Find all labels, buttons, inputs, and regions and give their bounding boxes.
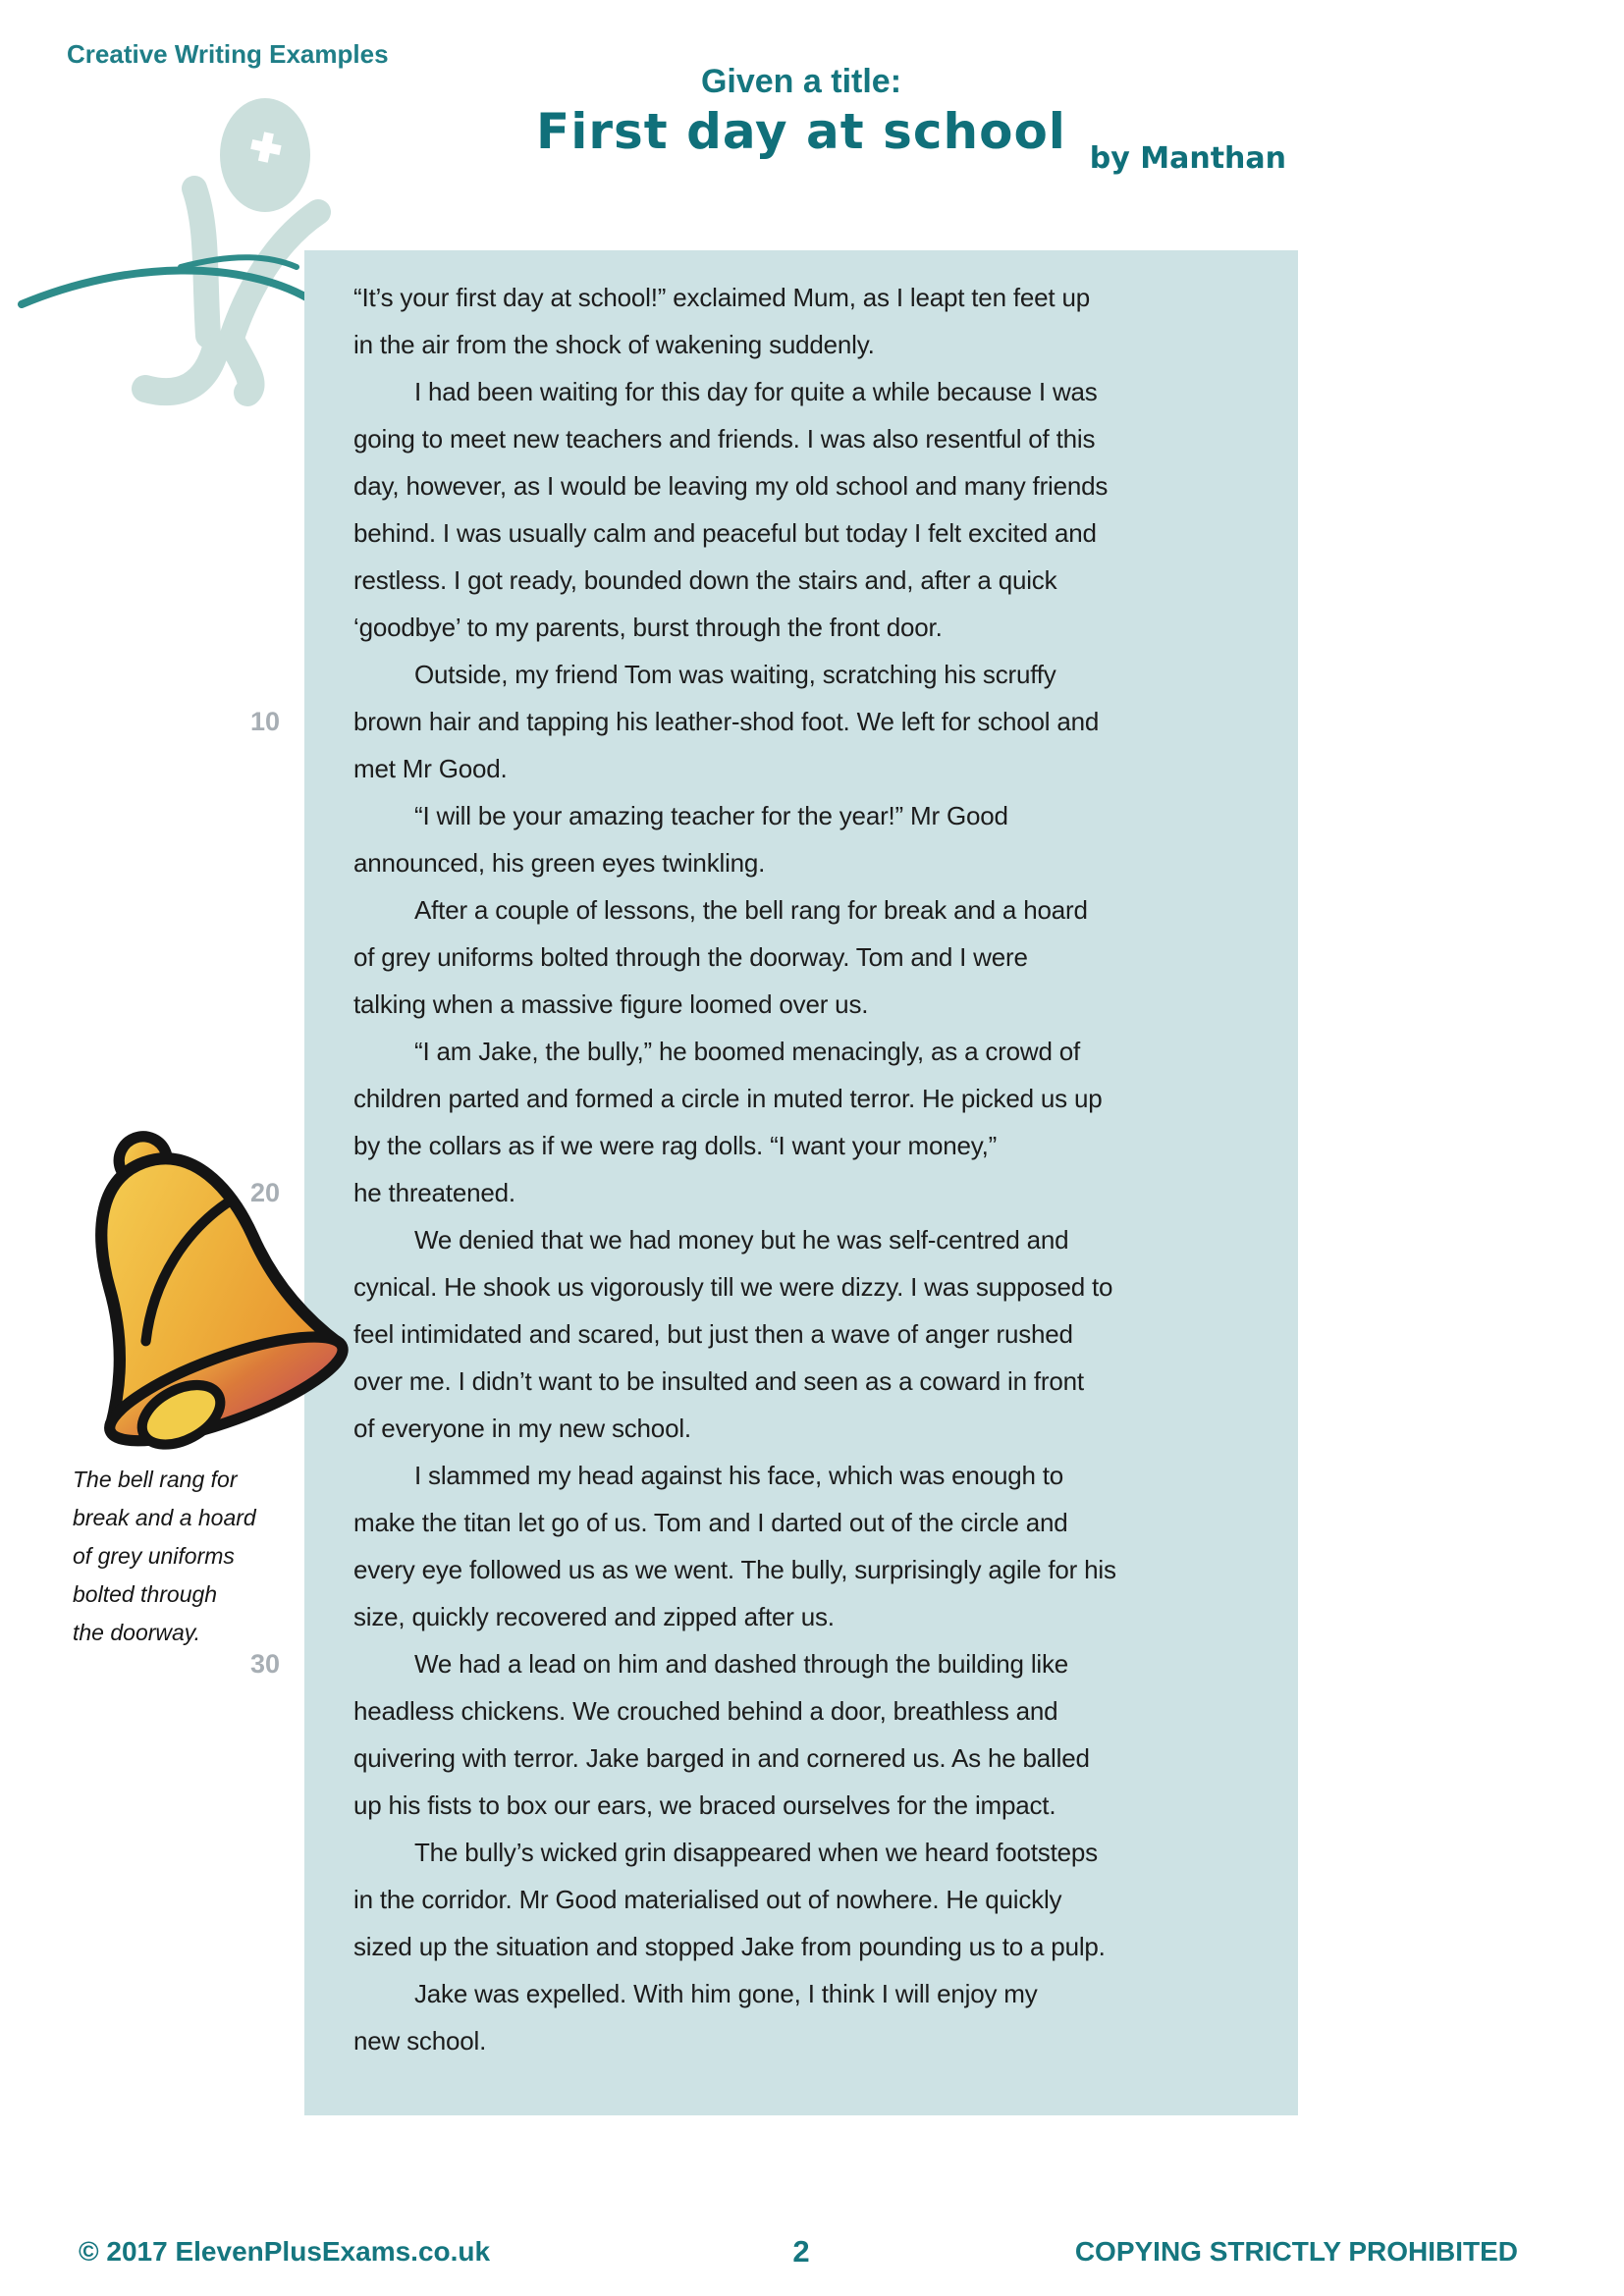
bell-caption: [73, 1461, 256, 1652]
story-line: Jake was expelled. With him gone, I think I will enjoy my: [414, 1979, 1038, 2008]
story-line: The bully’s wicked grin disappeared when we heard footsteps: [414, 1838, 1098, 1867]
story-line: of everyone in my new school.: [353, 1414, 691, 1443]
bell-illustration: [27, 1107, 359, 1468]
story-line: brown hair and tapping his leather-shod foot. We left for school and: [353, 707, 1100, 736]
story-line: headless chickens. We crouched behind a door, breathless and: [353, 1696, 1058, 1726]
runner-logo-icon: [12, 90, 336, 395]
caption-line: of grey uniforms: [73, 1543, 235, 1569]
story-line: he threatened.: [353, 1178, 515, 1207]
story-line: feel intimidated and scared, but just then a wave of anger rushed: [353, 1319, 1073, 1349]
story-line: “It’s your first day at school!” exclaimed Mum, as I leapt ten feet up: [353, 283, 1090, 312]
story-line: talking when a massive figure loomed over us.: [353, 989, 869, 1019]
story-line: sized up the situation and stopped Jake from pounding us to a pulp.: [353, 1932, 1106, 1961]
story-text: [304, 250, 1298, 2115]
story-line: We denied that we had money but he was self-centred and: [414, 1225, 1069, 1255]
footer-notice: COPYING STRICTLY PROHIBITED: [1074, 2236, 1518, 2267]
story-line: in the corridor. Mr Good materialised out of nowhere. He quickly: [353, 1885, 1062, 1914]
line-number: 30: [249, 1649, 280, 1679]
story-line: After a couple of lessons, the bell rang for break and a hoard: [414, 895, 1088, 925]
story-line: of grey uniforms bolted through the doorway. Tom and I were: [353, 942, 1028, 972]
caption-line: the doorway.: [73, 1620, 200, 1645]
caption-line: break and a hoard: [73, 1505, 256, 1530]
brand-header: Creative Writing Examples: [67, 39, 389, 69]
story-line: I had been waiting for this day for quite a while because I was: [414, 377, 1098, 406]
page-title: First day at school: [536, 103, 1066, 160]
story-line: every eye followed us as we went. The bully, surprisingly agile for his: [353, 1555, 1116, 1584]
story-line: in the air from the shock of wakening suddenly.: [353, 330, 875, 359]
line-number: 10: [249, 707, 280, 736]
story-line: behind. I was usually calm and peaceful but today I felt excited and: [353, 518, 1097, 548]
story-line: day, however, as I would be leaving my old school and many friends: [353, 471, 1109, 501]
story-line: over me. I didn’t want to be insulted and seen as a coward in front: [353, 1366, 1084, 1396]
story-line: up his fists to box our ears, we braced ourselves for the impact.: [353, 1790, 1056, 1820]
story-line: make the titan let go of us. Tom and I darted out of the circle and: [353, 1508, 1068, 1537]
story-line: “I will be your amazing teacher for the year!” Mr Good: [414, 801, 1008, 830]
story-line: “I am Jake, the bully,” he boomed menacingly, as a crowd of: [414, 1037, 1081, 1066]
line-number: 20: [249, 1178, 280, 1207]
runner-figure: [145, 98, 318, 393]
story-line: We had a lead on him and dashed through the building like: [414, 1649, 1069, 1679]
story-line: met Mr Good.: [353, 754, 508, 783]
story-line: cynical. He shook us vigorously till we were dizzy. I was supposed to: [353, 1272, 1113, 1302]
story-line: going to meet new teachers and friends. I was also resentful of this: [353, 424, 1096, 454]
story-line: Outside, my friend Tom was waiting, scratching his scruffy: [414, 660, 1056, 689]
title-kicker: Given a title:: [700, 63, 902, 100]
caption-line: The bell rang for: [73, 1467, 238, 1492]
story-line: children parted and formed a circle in muted terror. He picked us up: [353, 1084, 1103, 1113]
story-line: new school.: [353, 2026, 487, 2056]
story-line: announced, his green eyes twinkling.: [353, 848, 766, 878]
caption-line: bolted through: [73, 1581, 218, 1607]
footer-page-number: 2: [792, 2234, 810, 2269]
story-line: quivering with terror. Jake barged in and cornered us. As he balled: [353, 1743, 1090, 1773]
footer-copyright: © 2017 ElevenPlusExams.co.uk: [79, 2236, 491, 2267]
story-line: by the collars as if we were rag dolls. “I want your money,”: [353, 1131, 998, 1160]
title-block: [304, 63, 1298, 176]
story-line: I slammed my head against his face, which was enough to: [414, 1461, 1064, 1490]
author-byline: by Manthan: [1089, 141, 1286, 176]
story-line: size, quickly recovered and zipped after us.: [353, 1602, 835, 1631]
story-line: ‘goodbye’ to my parents, burst through the front door.: [353, 613, 943, 642]
story-line: restless. I got ready, bounded down the stairs and, after a quick: [353, 565, 1057, 595]
page-footer: [0, 2232, 1624, 2279]
